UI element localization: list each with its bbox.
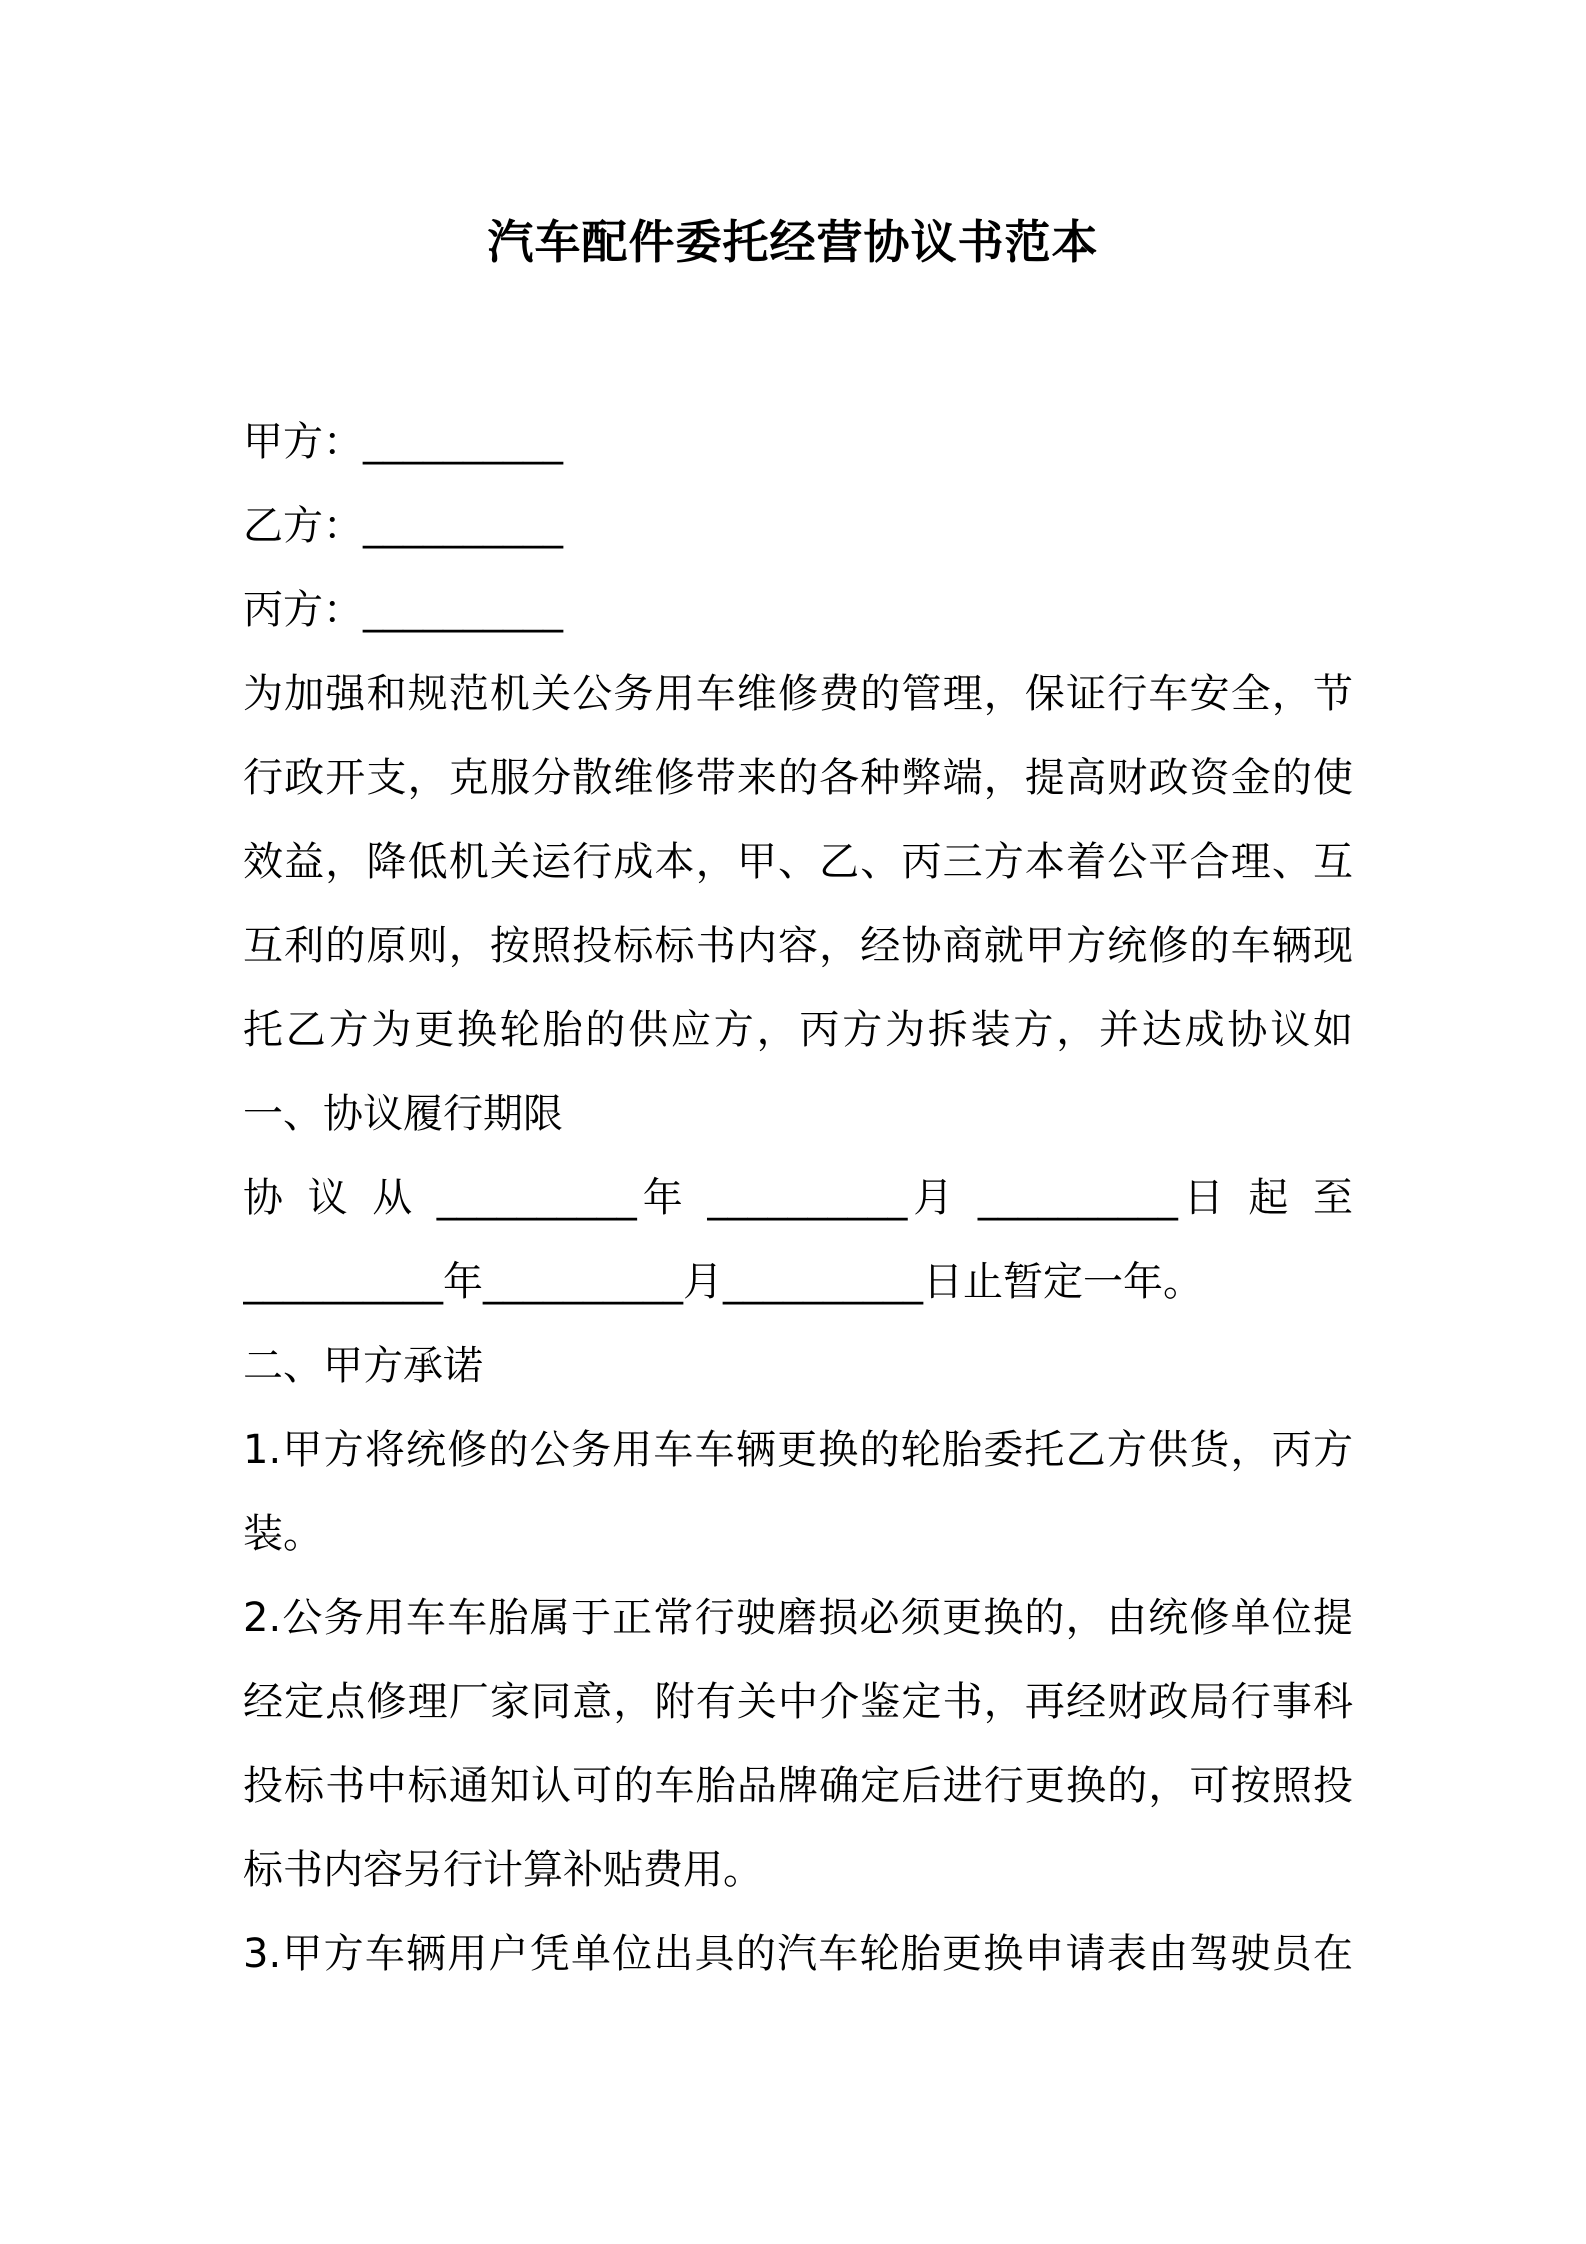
clause-line: 2.公务用车车胎属于正常行驶磨损必须更换的，由统修单位提 [243,1595,1353,1641]
clause-line: 标书内容另行计算补贴费用。 [243,1847,763,1893]
preamble-line: 效益，降低机关运行成本，甲、乙、丙三方本着公平合理、互 [243,839,1353,885]
clause-line: 3.甲方车辆用户凭单位出具的汽车轮胎更换申请表由驾驶员在 [243,1931,1353,1977]
section-heading-term: 一、协议履行期限 [243,1091,563,1137]
preamble-line: 托乙方为更换轮胎的供应方，丙方为拆装方，并达成协议如 [243,1007,1353,1053]
preamble-line: 行政开支，克服分散维修带来的各种弊端，提高财政资金的使 [243,755,1353,801]
clause-line: 经定点修理厂家同意，附有关中介鉴定书，再经财政局行事科 [243,1679,1353,1725]
party-b-line: 乙方：__________ [243,503,563,549]
preamble-line: 互利的原则，按照投标标书内容，经协商就甲方统修的车辆现 [243,923,1353,969]
document-body [243,400,1353,1996]
party-a-line: 甲方：__________ [243,419,563,465]
clause-line: 装。 [243,1511,323,1557]
term-line: __________年__________月__________日止暂定一年。 [243,1259,1203,1305]
term-line: 协 议 从 __________年 __________月 __________日 起 至 [243,1175,1353,1221]
document-title: 汽车配件委托经营协议书范本 [487,215,1099,269]
clause-line: 投标书中标通知认可的车胎品牌确定后进行更换的，可按照投 [243,1763,1353,1809]
clause-line: 1.甲方将统修的公务用车车辆更换的轮胎委托乙方供货，丙方 [243,1427,1353,1473]
party-c-line: 丙方：__________ [243,587,563,633]
preamble-line: 为加强和规范机关公务用车维修费的管理，保证行车安全，节 [243,671,1353,717]
section-heading-party-a-commitment: 二、甲方承诺 [243,1343,483,1389]
